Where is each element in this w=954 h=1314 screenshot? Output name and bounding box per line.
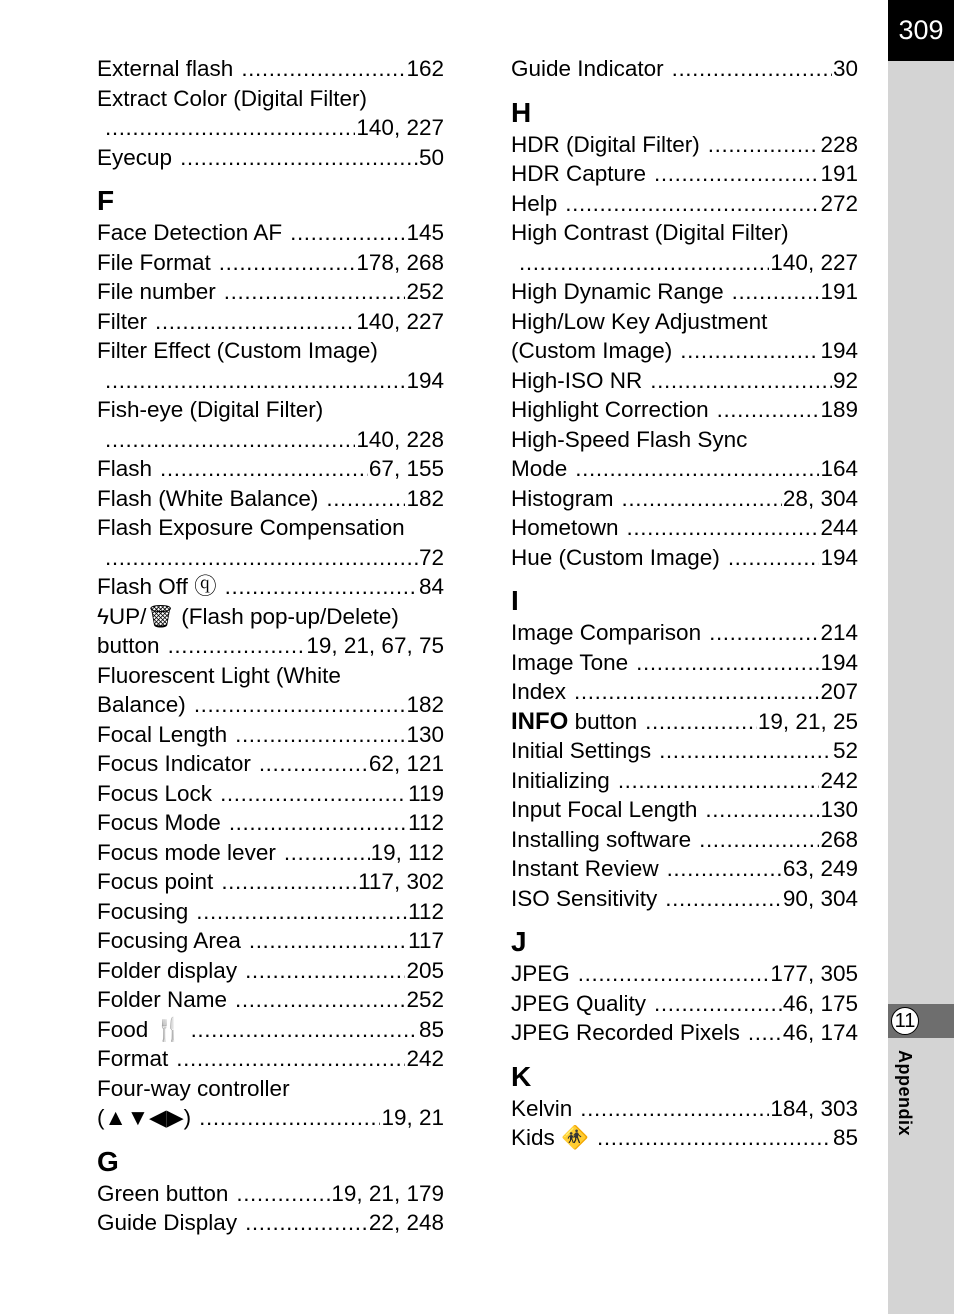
dot-leader	[705, 795, 819, 825]
index-page-refs: 85	[832, 1125, 858, 1150]
index-term: Kids 🚸	[511, 1125, 590, 1150]
dot-leader	[680, 336, 819, 366]
index-entry	[97, 366, 444, 396]
index-entry	[97, 661, 444, 691]
dot-leader	[168, 631, 306, 661]
index-page-refs: 214	[820, 620, 858, 645]
index-term: Initial Settings	[511, 738, 652, 763]
index-letter-heading: K	[511, 1060, 532, 1092]
index-term: JPEG	[511, 961, 570, 986]
index-entry	[511, 989, 858, 1019]
index-page-refs: 67, 155	[368, 456, 444, 481]
index-page-refs: 268	[820, 826, 858, 852]
index-entry	[511, 618, 858, 648]
index-entry	[511, 1018, 858, 1048]
index-letter-heading: I	[511, 585, 519, 616]
index-page-refs: 119	[408, 780, 444, 806]
index-entry	[511, 189, 858, 219]
index-entry	[97, 985, 444, 1015]
dot-leader	[221, 867, 357, 897]
index-page-refs: 84	[418, 574, 444, 599]
dot-leader	[176, 1044, 405, 1074]
index-entry	[511, 736, 858, 766]
index-page-refs: 177, 305	[770, 961, 858, 986]
index-entry	[97, 54, 444, 84]
index-page-refs: 90, 304	[782, 885, 858, 911]
index-page-refs: 182	[406, 485, 444, 511]
index-page-refs: 140, 227	[356, 308, 444, 334]
chapter-label: Appendix	[895, 1050, 915, 1137]
index-term: Folder display	[97, 957, 238, 983]
index-page-refs: 50	[418, 144, 444, 170]
dot-leader	[565, 189, 819, 219]
index-term: Fish-eye (Digital Filter)	[97, 397, 324, 422]
index-term: Focusing	[97, 898, 189, 924]
index-term: Hue (Custom Image)	[511, 544, 720, 570]
dot-leader	[654, 989, 782, 1019]
index-entry	[97, 454, 444, 484]
dot-leader	[105, 425, 355, 455]
index-term: High-Speed Flash Sync	[511, 426, 748, 452]
index-entry	[97, 307, 444, 337]
index-term: Focal Length	[97, 721, 228, 747]
index-entry	[97, 1208, 444, 1238]
index-column-right	[511, 54, 858, 1153]
index-term: Installing software	[511, 826, 692, 852]
index-page-refs: 191	[820, 279, 858, 304]
dot-leader	[659, 736, 832, 766]
index-term: Kelvin	[511, 1095, 573, 1121]
index-term: Initializing	[511, 767, 610, 793]
index-entry	[97, 484, 444, 514]
index-page-refs: 140, 227	[356, 115, 444, 140]
index-term: Green button	[97, 1180, 229, 1206]
dot-leader	[728, 543, 820, 573]
index-entry	[511, 707, 858, 737]
dot-leader	[645, 707, 757, 737]
dot-leader	[235, 720, 405, 750]
index-term: Eyecup	[97, 144, 173, 170]
dot-leader	[578, 959, 770, 989]
index-term: Highlight Correction	[511, 397, 709, 422]
index-page-refs: 130	[406, 721, 444, 747]
index-column-left	[97, 54, 444, 1238]
dot-leader	[627, 513, 820, 543]
index-entry	[97, 513, 444, 543]
index-page-refs: 242	[406, 1046, 444, 1071]
dot-leader	[290, 218, 405, 248]
index-entry	[97, 277, 444, 307]
dot-leader	[284, 838, 370, 868]
index-page-refs: 117	[408, 928, 444, 953]
index-term: Filter Effect (Custom Image)	[97, 338, 378, 363]
dot-leader	[326, 484, 405, 514]
index-entry	[511, 130, 858, 160]
index-entry	[511, 336, 858, 366]
index-letter-heading: J	[511, 926, 527, 957]
index-entry	[97, 543, 444, 573]
index-page-refs: 178, 268	[356, 249, 444, 275]
index-page-refs: 228	[820, 131, 858, 157]
index-term: Image Tone	[511, 649, 629, 675]
index-page-refs: 162	[406, 56, 444, 81]
dot-leader	[155, 307, 355, 337]
dot-leader	[225, 572, 418, 602]
index-term: Flash (White Balance)	[97, 485, 319, 511]
index-page-refs: 19, 21, 25	[757, 708, 858, 734]
dot-leader	[249, 926, 407, 956]
index-term: Folder Name	[97, 987, 228, 1012]
index-entry	[97, 867, 444, 897]
index-term: High Dynamic Range	[511, 279, 724, 304]
dot-leader	[245, 956, 405, 986]
index-entry	[97, 720, 444, 750]
dot-leader	[636, 648, 819, 678]
dot-leader	[519, 248, 769, 278]
index-term: Guide Display	[97, 1210, 238, 1235]
index-term: Mode	[511, 456, 568, 481]
index-page-refs: 252	[406, 279, 444, 304]
index-page-refs: 62, 121	[368, 751, 444, 776]
dot-leader	[180, 143, 418, 173]
index-entry	[511, 884, 858, 914]
index-term: Hometown	[511, 515, 619, 540]
index-entry	[511, 454, 858, 484]
dot-leader	[105, 366, 405, 396]
index-page-refs: 46, 174	[782, 1020, 858, 1045]
dot-leader	[224, 277, 406, 307]
index-page-refs: 28, 304	[782, 485, 858, 511]
index-entry	[97, 1015, 444, 1045]
index-entry	[97, 336, 444, 366]
index-entry	[511, 854, 858, 884]
index-page-refs: 22, 248	[368, 1210, 444, 1235]
index-page-refs: 130	[820, 797, 858, 822]
index-term: Histogram	[511, 485, 614, 511]
index-page-refs: 191	[820, 161, 858, 186]
dot-leader	[580, 1094, 769, 1124]
dot-leader	[665, 884, 782, 914]
index-page-refs: 72	[418, 544, 444, 570]
dot-leader	[597, 1123, 832, 1153]
index-entry	[511, 543, 858, 573]
index-entry	[97, 926, 444, 956]
index-page-refs: 164	[820, 456, 858, 481]
index-entry	[97, 1074, 444, 1104]
index-entry	[97, 143, 444, 173]
dot-leader	[654, 159, 819, 189]
index-entry	[511, 425, 858, 455]
index-term: Focus Indicator	[97, 751, 251, 776]
index-entry	[97, 1044, 444, 1074]
index-term: High/Low Key Adjustment	[511, 308, 768, 334]
index-term: High-ISO NR	[511, 367, 643, 393]
index-term: Help	[511, 190, 558, 216]
index-entry	[97, 395, 444, 425]
index-entry	[511, 959, 858, 989]
index-entry	[97, 897, 444, 927]
dot-leader	[229, 808, 407, 838]
index-page-refs: 19, 21, 67, 75	[306, 633, 444, 658]
index-term: Face Detection AF	[97, 220, 283, 245]
index-term: Format	[97, 1046, 169, 1071]
dot-leader	[618, 766, 820, 796]
index-entry	[97, 956, 444, 986]
dot-leader	[241, 54, 405, 84]
dot-leader	[199, 1103, 380, 1133]
dot-leader	[622, 484, 782, 514]
index-term: Extract Color (Digital Filter)	[97, 85, 368, 111]
index-page-refs: 194	[406, 367, 444, 393]
index-page-refs: 19, 21, 179	[331, 1180, 444, 1206]
dot-leader	[196, 897, 407, 927]
index-page-refs: 30	[832, 56, 858, 81]
index-page-refs: 140, 227	[770, 249, 858, 275]
dot-leader	[236, 1179, 330, 1209]
index-term: Four-way controller	[97, 1075, 290, 1101]
index-letter-heading: H	[511, 96, 532, 128]
index-entry	[511, 648, 858, 678]
index-term: (▲▼◀▶)	[97, 1105, 192, 1130]
index-entry	[511, 366, 858, 396]
index-page-refs: 194	[820, 338, 858, 363]
index-page-refs: 207	[820, 679, 858, 704]
index-entry	[511, 795, 858, 825]
index-entry	[97, 425, 444, 455]
index-entry	[97, 838, 444, 868]
index-page-refs: 85	[418, 1016, 444, 1042]
dot-leader	[650, 366, 832, 396]
index-term: Food 🍴	[97, 1016, 183, 1042]
index-term: Filter	[97, 308, 147, 334]
index-entry	[511, 766, 858, 796]
index-entry	[511, 159, 858, 189]
index-entry	[97, 808, 444, 838]
dot-leader	[717, 395, 820, 425]
dot-leader	[105, 113, 355, 143]
index-page-refs: 194	[820, 649, 858, 675]
index-term: button	[97, 633, 160, 658]
index-entry	[97, 1103, 444, 1133]
dot-leader	[672, 54, 832, 84]
index-entry	[97, 779, 444, 809]
index-page-refs: 252	[406, 987, 444, 1012]
index-term: File Format	[97, 249, 211, 275]
index-page-refs: 52	[832, 738, 858, 763]
index-page-refs: 112	[408, 810, 444, 835]
dot-leader	[194, 690, 406, 720]
dot-leader	[219, 248, 356, 278]
index-term: Focus point	[97, 869, 214, 894]
dot-leader	[748, 1018, 782, 1048]
index-page-refs: 92	[832, 367, 858, 393]
index-entry	[97, 218, 444, 248]
index-page-refs: 242	[820, 767, 858, 793]
index-entry	[511, 277, 858, 307]
index-entry	[511, 307, 858, 337]
index-page-refs: 184, 303	[770, 1095, 858, 1121]
index-term: Balance)	[97, 692, 186, 717]
index-term: Guide Indicator	[511, 56, 664, 81]
index-page-refs: 19, 112	[370, 839, 444, 865]
dot-leader	[259, 749, 368, 779]
index-entry	[97, 84, 444, 114]
dot-leader	[708, 130, 820, 160]
index-term: Focus Mode	[97, 810, 221, 835]
dot-leader	[667, 854, 782, 884]
index-term: ϟUP/🗑 (Flash pop-up/Delete)	[97, 603, 399, 629]
dot-leader	[699, 825, 819, 855]
index-term: Input Focal Length	[511, 797, 698, 822]
index-entry	[97, 1179, 444, 1209]
dot-leader	[191, 1015, 418, 1045]
index-entry	[511, 484, 858, 514]
index-entry	[511, 54, 858, 84]
index-entry	[97, 631, 444, 661]
index-entry	[511, 677, 858, 707]
index-term: Image Comparison	[511, 620, 702, 645]
dot-leader	[220, 779, 407, 809]
index-letter-heading: F	[97, 185, 115, 216]
index-page-refs: 182	[406, 692, 444, 717]
index-entry	[511, 513, 858, 543]
index-page-refs: 19, 21	[381, 1105, 444, 1130]
index-entry	[511, 1123, 858, 1153]
index-term: Flash	[97, 456, 153, 481]
index-term: Flash Off ⓠ	[97, 574, 217, 599]
index-term: HDR (Digital Filter)	[511, 131, 700, 157]
index-entry	[511, 1094, 858, 1124]
chapter-number: 11	[891, 1007, 919, 1035]
dot-leader	[105, 543, 418, 573]
index-entry	[511, 395, 858, 425]
dot-leader	[235, 985, 405, 1015]
index-term: File number	[97, 279, 216, 304]
index-page-refs: 194	[820, 544, 858, 570]
index-term: External flash	[97, 56, 234, 81]
dot-leader	[245, 1208, 368, 1238]
index-page-refs: 63, 249	[782, 856, 858, 881]
index-term: INFO button	[511, 707, 638, 735]
dot-leader	[709, 618, 819, 648]
index-entry	[97, 248, 444, 278]
index-term: Focusing Area	[97, 928, 241, 953]
index-term: Flash Exposure Compensation	[97, 515, 405, 540]
index-entry	[511, 825, 858, 855]
index-page-refs: 46, 175	[782, 990, 858, 1016]
index-page-refs: 205	[406, 957, 444, 983]
page-number: 309	[888, 0, 954, 61]
index-entry	[97, 749, 444, 779]
index-entry	[97, 602, 444, 632]
index-page-refs: 140, 228	[356, 426, 444, 452]
index-page-refs: 112	[408, 898, 444, 924]
index-term: Fluorescent Light (White	[97, 662, 341, 688]
index-page-refs: 272	[820, 190, 858, 216]
dot-leader	[574, 677, 819, 707]
index-term: HDR Capture	[511, 161, 647, 186]
index-entry	[97, 572, 444, 602]
dot-leader	[732, 277, 820, 307]
index-term: JPEG Quality	[511, 990, 647, 1016]
index-entry	[97, 690, 444, 720]
index-term: JPEG Recorded Pixels	[511, 1020, 740, 1045]
index-term: ISO Sensitivity	[511, 885, 658, 911]
index-entry	[97, 113, 444, 143]
index-term: Focus Lock	[97, 780, 213, 806]
index-page-refs: 189	[820, 397, 858, 422]
index-term: (Custom Image)	[511, 338, 673, 363]
index-page-refs: 117, 302	[358, 869, 444, 894]
index-page-refs: 244	[820, 515, 858, 540]
dot-leader	[160, 454, 368, 484]
index-term: High Contrast (Digital Filter)	[511, 220, 789, 245]
dot-leader	[575, 454, 819, 484]
index-term: Index	[511, 679, 567, 704]
index-page-refs: 145	[406, 220, 444, 245]
index-entry	[511, 248, 858, 278]
index-term: Focus mode lever	[97, 839, 276, 865]
index-term: Instant Review	[511, 856, 659, 881]
index-letter-heading: G	[97, 1145, 119, 1177]
index-entry	[511, 218, 858, 248]
